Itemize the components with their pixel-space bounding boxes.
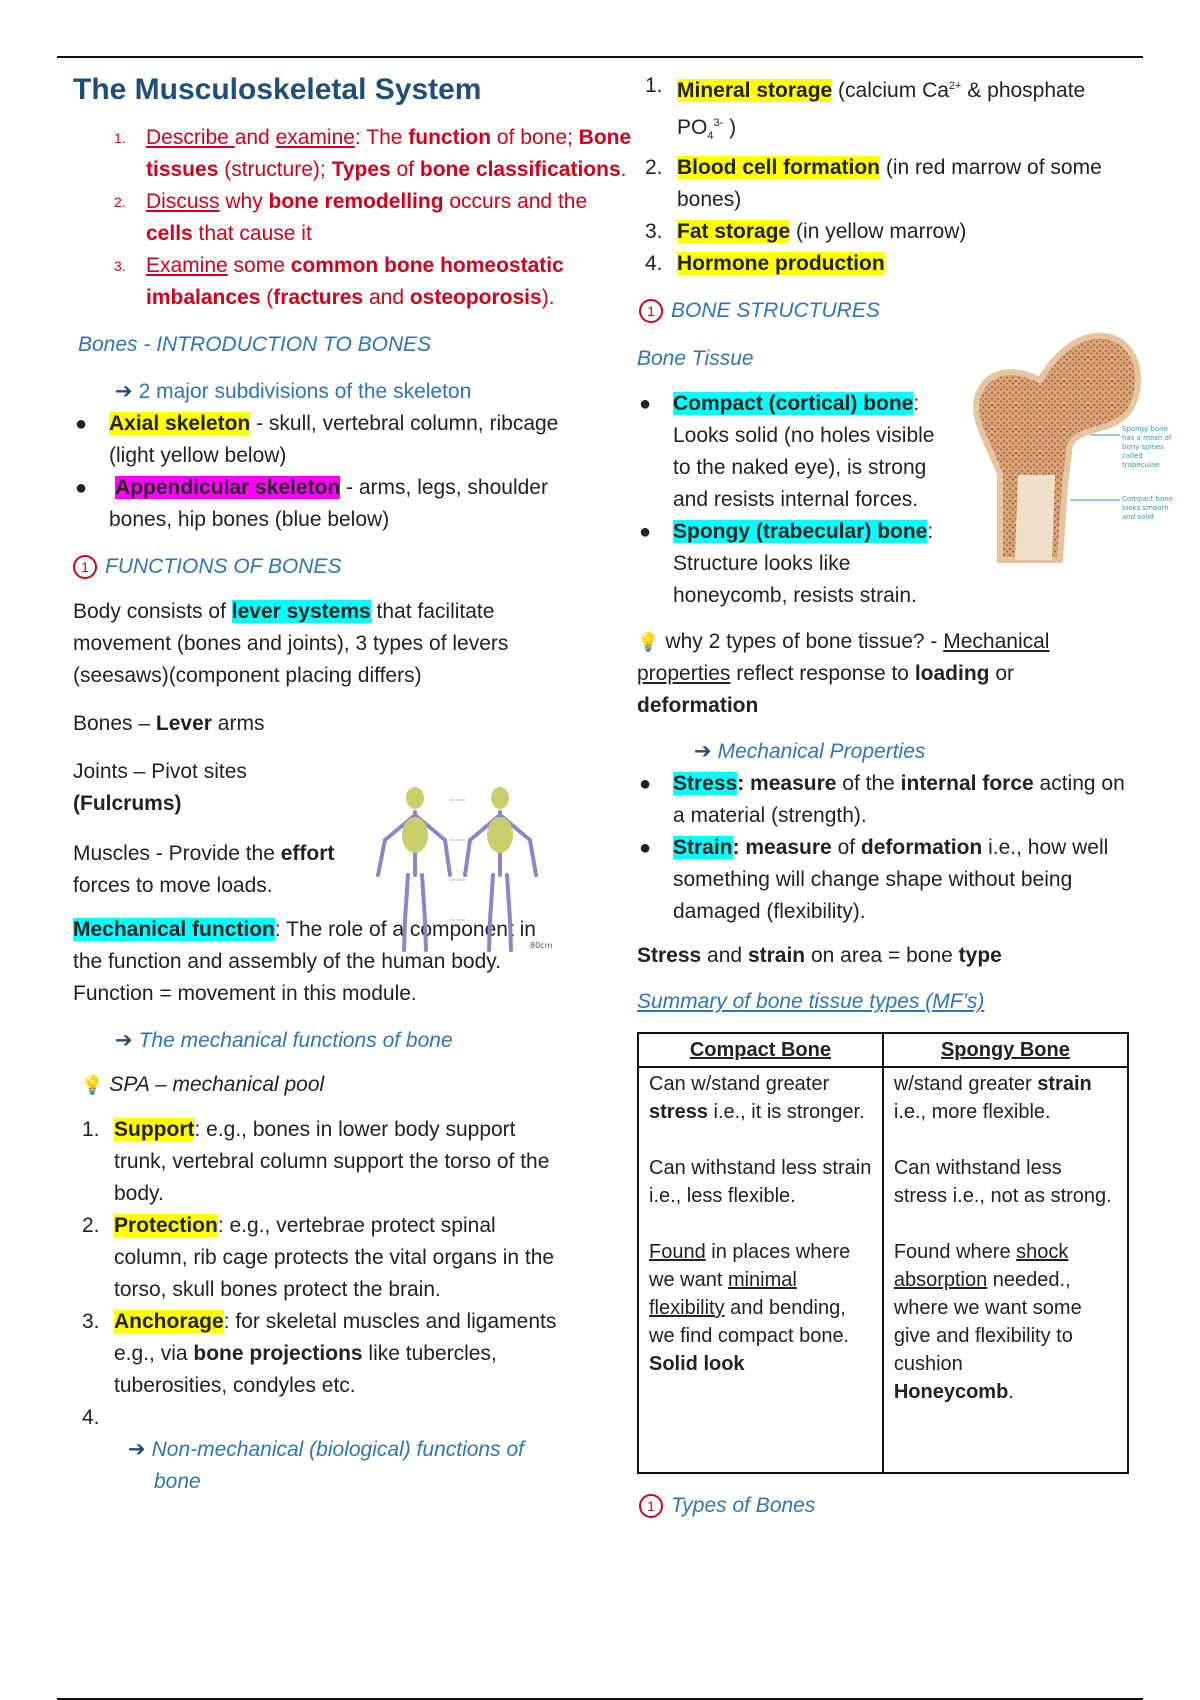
lightbulb-icon: 💡: [81, 1075, 104, 1095]
anchorage-item: 3. Anchorage: for skeletal muscles and ligaments e.g., via bone projections like tubercles, tuberosities, condyles etc.: [82, 1310, 557, 1397]
summary-heading: Summary of bone tissue types (MF’s): [637, 990, 985, 1014]
objective-1: 1. Describe and examine: The function of bone; Bone tissues (structure); Types of bone classifications.: [114, 126, 632, 181]
top-rule: [57, 56, 1143, 58]
arrow-right-icon: ➔: [128, 1438, 146, 1461]
lightbulb-icon: 💡: [637, 632, 660, 653]
spongy-bone-header: Spongy Bone: [883, 1033, 1128, 1067]
bone-tissue-heading: Bone Tissue: [637, 347, 754, 371]
mechanical-properties-list: [639, 768, 1133, 928]
skeleton-list: [75, 408, 559, 536]
bullet-icon: ●: [639, 837, 652, 860]
skeleton-scale-label: 80cm: [530, 941, 553, 950]
biological-functions-list: [645, 70, 1127, 280]
femur-spongy-label: Spongy bone has a mesh of bony spines called trabeculae: [1122, 425, 1172, 469]
hormone-item: 4. Hormone production: [645, 252, 885, 276]
arrow-right-icon: ➔: [694, 740, 712, 764]
circled-one-icon: 1: [639, 1494, 663, 1518]
bullet-icon: ●: [639, 521, 652, 544]
bone-tissue-list: [639, 388, 943, 612]
compact-bone-header: Compact Bone: [638, 1033, 883, 1067]
spongy-bone-cell: w/stand greater strain i.e., more flexible. Can withstand less stress i.e., not as strong. Found where shock absorption needed., where we want some give and flexibility to cushion Honeycomb.: [883, 1067, 1128, 1473]
non-mechanical-heading: ➔ Non-mechanical (biological) functions of bone: [128, 1438, 524, 1493]
bullet-icon: ●: [639, 393, 652, 416]
bones-lever: Bones – Lever arms: [73, 712, 265, 735]
circled-one-icon: 1: [73, 555, 97, 579]
mechanical-functions-list: [82, 1114, 569, 1434]
mechanical-properties-heading: ➔ Mechanical Properties: [694, 740, 926, 764]
lever-text: Body consists of lever systems that facilitate movement (bones and joints), 3 types of levers (seesaws)(component placing differs): [73, 600, 509, 687]
arrow-right-icon: ➔: [115, 380, 133, 403]
intro-heading: Bones - INTRODUCTION TO BONES: [78, 333, 432, 356]
bone-structures-heading: 1 BONE STRUCTURES: [639, 295, 1137, 327]
femur-compact-label: Compact bone looks smooth and solid.: [1122, 495, 1174, 521]
skeleton-figure: [370, 780, 560, 955]
spa-note: 💡 SPA – mechanical pool: [81, 1073, 325, 1096]
why-two-types: 💡 why 2 types of bone tissue? - Mechanical properties reflect response to loading or deformation: [637, 630, 1050, 718]
subdivisions-heading: ➔ 2 major subdivisions of the skeleton: [115, 380, 472, 403]
protection-item: 2. Protection: e.g., vertebrae protect spinal column, rib cage protects the vital organs in the torso, skull bones protect the brain.: [82, 1214, 555, 1301]
blood-cell-item: 2. Blood cell formation (in red marrow of some bones): [645, 156, 1102, 212]
spongy-bone-item: ● Spongy (trabecular) bone: Structure looks like honeycomb, resists strain.: [673, 516, 943, 612]
functions-heading: 1 FUNCTIONS OF BONES: [73, 551, 573, 583]
types-of-bones-heading: 1 Types of Bones: [639, 1490, 815, 1522]
bullet-icon: ●: [639, 773, 652, 796]
compact-bone-item: ● Compact (cortical) bone: Looks solid (no holes visible to the naked eye), is strong and resists internal forces.: [673, 388, 943, 516]
circled-one-icon: 1: [639, 299, 663, 323]
axial-item: ● Axial skeleton - skull, vertebral column, ribcage (light yellow below): [109, 408, 559, 472]
objective-2: 2. Discuss why bone remodelling occurs and the cells that cause it: [114, 190, 588, 245]
page-title: The Musculoskeletal System: [73, 73, 482, 106]
compact-bone-cell: Can w/stand greater stress i.e., it is stronger. Can withstand less strain i.e., less flexible. Found in places where we want minimal flexibility and bending, we find compact bone. Solid look: [638, 1067, 883, 1473]
appendicular-item: ● Appendicular skeleton - arms, legs, shoulder bones, hip bones (blue below): [109, 472, 559, 536]
item-4: 4.: [82, 1406, 100, 1429]
femur-figure: [960, 325, 1174, 565]
mechanical-function-text: Mechanical function: The role of a component in the function and assembly of the human body. Function = movement in this module.: [73, 918, 536, 1005]
mineral-storage-item: 1. Mineral storage (calcium $Ca^{2+}$ & phosphate $PO_4^{3-}$ ): [645, 74, 1086, 143]
stress-item: ● Stress: measure of the internal force acting on a material (strength).: [673, 768, 1133, 832]
arrow-right-icon: ➔: [115, 1029, 133, 1052]
bone-tissue-summary-table: [637, 1032, 1129, 1474]
joints-pivot: Joints – Pivot sites (Fulcrums): [73, 760, 247, 815]
bullet-icon: ●: [75, 413, 88, 435]
fat-storage-item: 3. Fat storage (in yellow marrow): [645, 220, 967, 244]
bullet-icon: ●: [75, 477, 88, 499]
strain-item: ● Strain: measure of deformation i.e., how well something will change shape without being damaged (flexibility).: [673, 832, 1133, 928]
support-item: 1. Support: e.g., bones in lower body support trunk, vertebral column support the torso of the body.: [82, 1118, 550, 1205]
objective-3: 3. Examine some common bone homeostatic imbalances (fractures and osteoporosis).: [114, 254, 564, 309]
objectives-list: [114, 122, 636, 314]
muscles-effort: Muscles - Provide the effort forces to move loads.: [73, 842, 335, 897]
mechanical-functions-heading: ➔ The mechanical functions of bone: [115, 1029, 453, 1052]
stress-strain-area: Stress and strain on area = bone type: [637, 944, 1002, 968]
